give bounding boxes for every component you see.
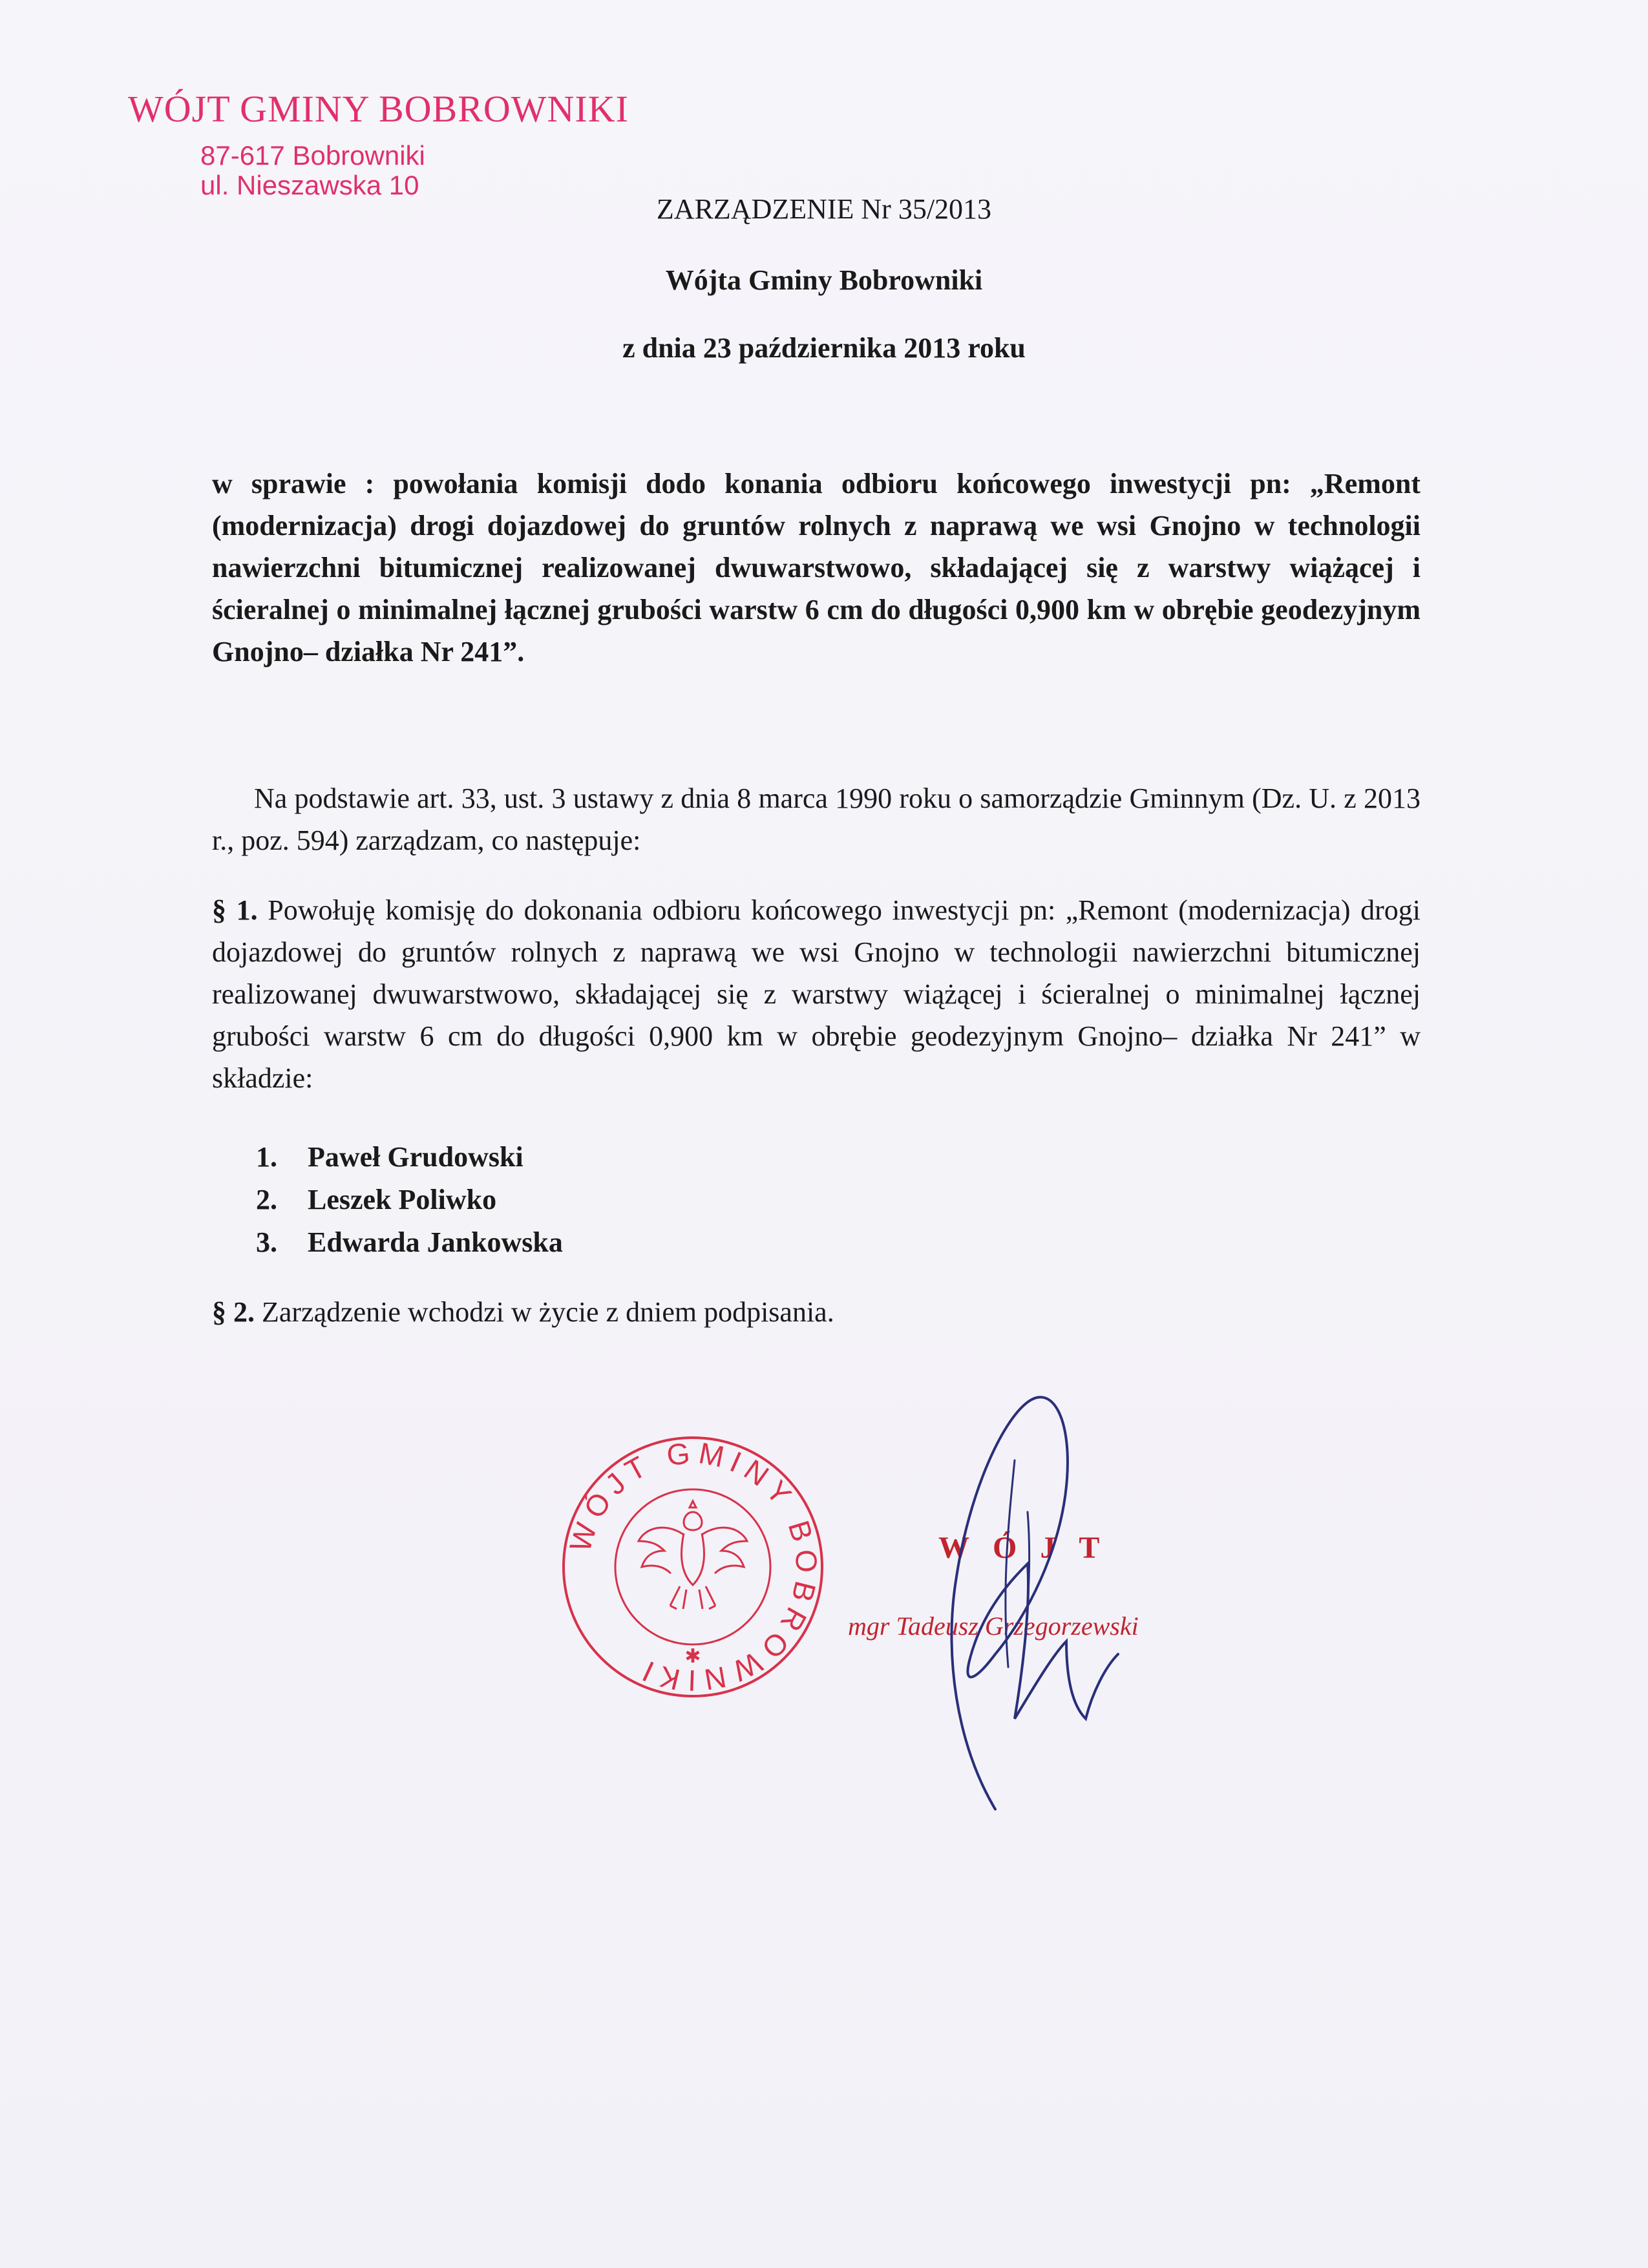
member-number: 2. xyxy=(256,1184,277,1215)
signatory-title: WÓJT xyxy=(938,1531,1123,1565)
member-name: Edwarda Jankowska xyxy=(308,1226,563,1258)
member-name: Leszek Poliwko xyxy=(308,1184,497,1215)
section-2-sign: § 2. xyxy=(212,1296,255,1328)
section-2-text: Zarządzenie wchodzi w życie z dniem podpisania. xyxy=(262,1296,834,1328)
legal-basis: Na podstawie art. 33, ust. 3 ustawy z dnia 8 marca 1990 roku o samorządzie Gminnym (Dz. U. z 2013 r., poz. 594) zarządzam, co następuje: xyxy=(212,782,1421,856)
seal-text: WÓJT GMINY BOBROWNIKI xyxy=(562,1435,824,1698)
section-2 xyxy=(212,1291,834,1333)
stamp-postal: 87-617 Bobrowniki xyxy=(200,140,425,171)
document-date: z dnia 23 października 2013 roku xyxy=(622,332,1026,364)
round-seal xyxy=(557,1431,829,1703)
handwritten-signature xyxy=(918,1383,1150,1822)
list-item xyxy=(256,1221,563,1264)
document-subject: w sprawie : powołania komisji dodo konania odbioru końcowego inwestycji pn: „Remont (modernizacja) drogi dojazdowej do gruntów rolnych z naprawą we wsi Gnojno w technologii nawierzchni bitumicznej realizowanej dwuwarstwowo, składającej się z warstwy wiążącej i ścieralnej o minimalnej łącznej grubości warstw 6 cm do długości 0,900 km w obrębie geodezyjnym Gnojno– działka Nr 241”. xyxy=(212,468,1421,667)
stamp-title: WÓJT GMINY BOBROWNIKI xyxy=(128,88,629,130)
office-stamp xyxy=(128,88,629,201)
committee-members-list xyxy=(256,1136,563,1264)
document-title: ZARZĄDZENIE Nr 35/2013 xyxy=(656,193,992,225)
stamp-street: ul. Nieszawska 10 xyxy=(200,170,419,201)
list-item xyxy=(256,1179,563,1221)
document-issuer: Wójta Gminy Bobrowniki xyxy=(665,264,983,296)
member-number: 1. xyxy=(256,1141,277,1173)
section-1 xyxy=(212,889,1421,1099)
section-1-sign: § 1. xyxy=(212,894,258,926)
member-number: 3. xyxy=(256,1226,277,1258)
eagle-emblem-icon xyxy=(639,1501,747,1609)
section-1-text: Powołuję komisję do dokonania odbioru końcowego inwestycji pn: „Remont (modernizacja) drogi dojazdowej do gruntów rolnych z naprawą we wsi Gnojno w technologii nawierzchni bitumicznej realizowanej dwuwarstwowo, składającej się z warstwy wiążącej i ścieralnej o minimalnej łącznej grubości warstw 6 cm do długości 0,900 km w obrębie geodezyjnym Gnojno– działka Nr 241” w składzie: xyxy=(212,894,1421,1094)
list-item xyxy=(256,1136,563,1179)
member-name: Paweł Grudowski xyxy=(308,1141,523,1173)
signatory-name: mgr Tadeusz Grzegorzewski xyxy=(848,1612,1139,1641)
seal-star-icon: ✱ xyxy=(684,1645,701,1668)
